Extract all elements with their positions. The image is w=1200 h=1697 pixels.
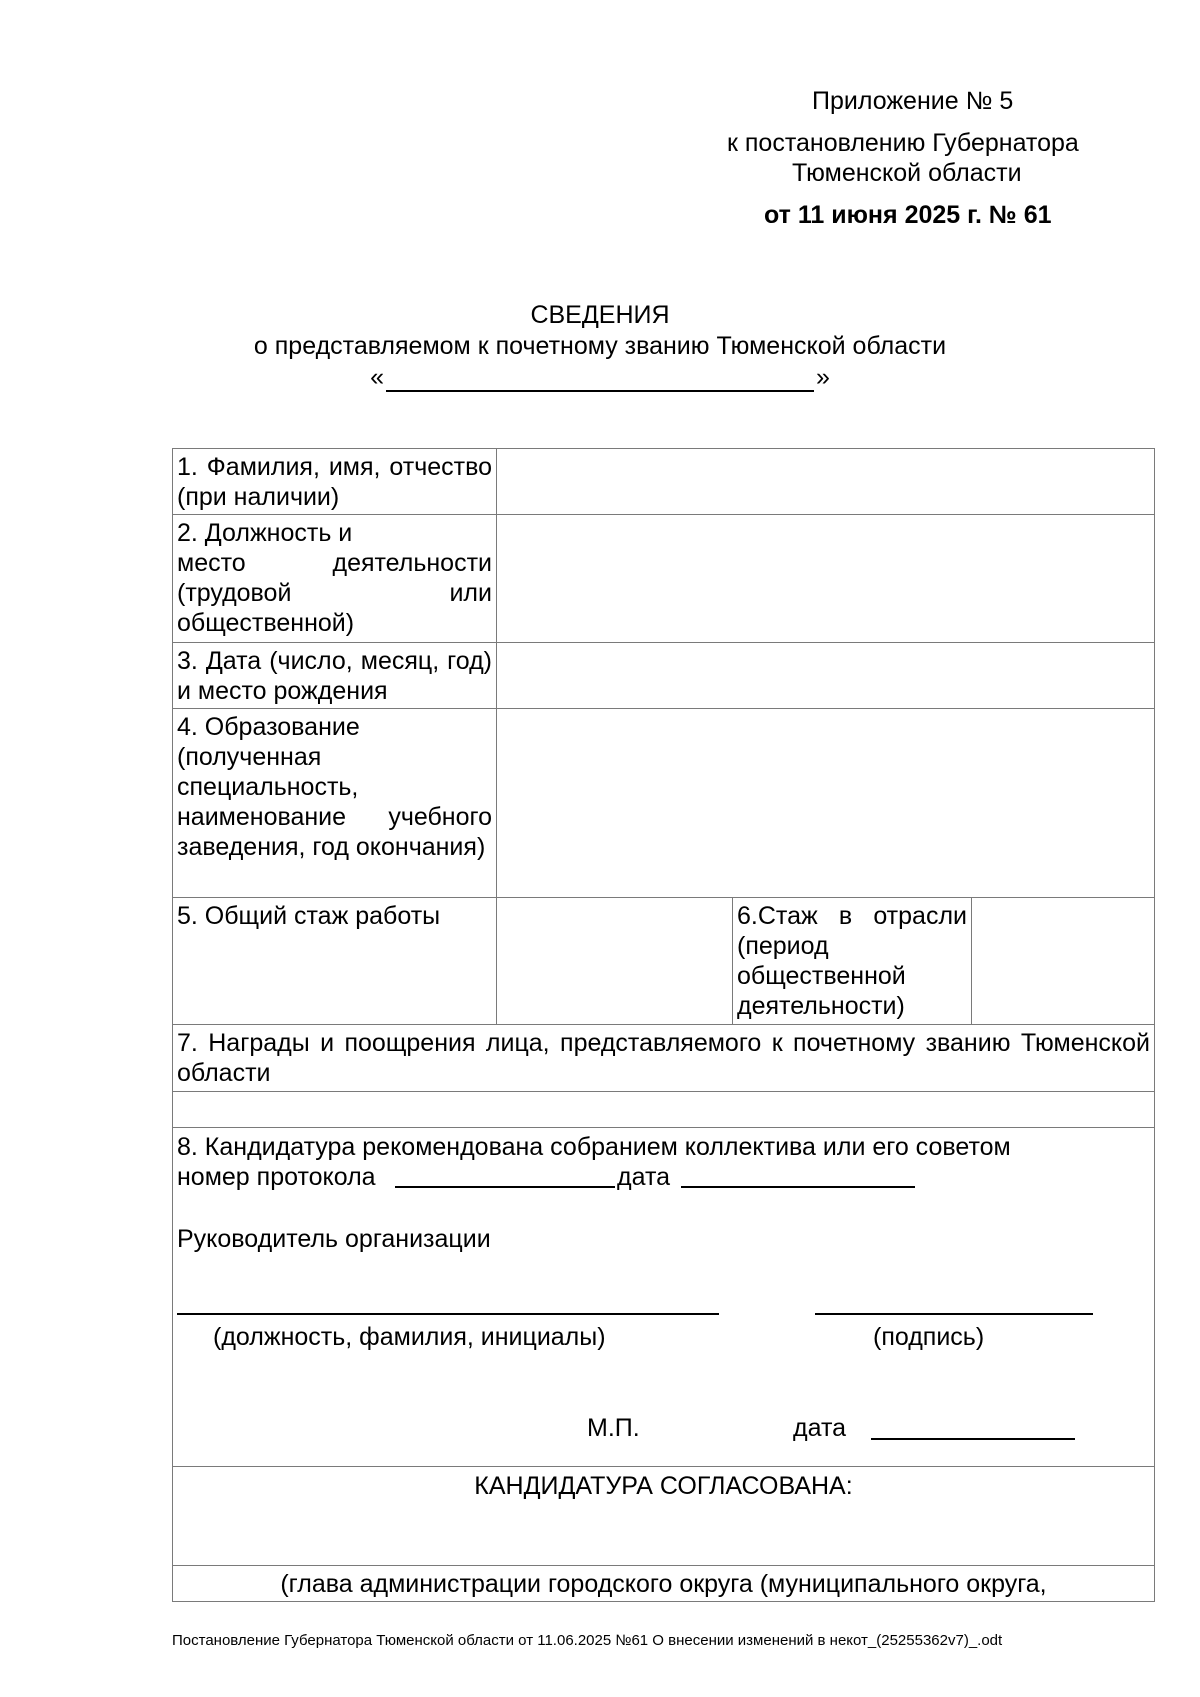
table-row bbox=[173, 898, 1155, 1025]
information-form-table bbox=[172, 448, 1155, 1602]
table-row bbox=[173, 1128, 1155, 1467]
industry-experience-field[interactable] bbox=[972, 898, 1155, 1025]
table-row bbox=[173, 1092, 1155, 1128]
head-administration-label: (глава администрации городского округа (муниципального округа, bbox=[173, 1566, 1155, 1602]
awards-field[interactable] bbox=[173, 1092, 1155, 1128]
education-label-rest: (полученная специальность, наименование учебного заведения, год окончания) bbox=[177, 743, 492, 861]
table-row bbox=[173, 1025, 1155, 1092]
table-row bbox=[173, 449, 1155, 515]
position-name-caption: (должность, фамилия, инициалы) bbox=[213, 1323, 606, 1351]
head-position-name-line[interactable] bbox=[177, 1313, 719, 1315]
awards-label: 7. Награды и поощрения лица, представляемого к почетному званию Тюменской области bbox=[173, 1025, 1155, 1092]
total-experience-label: 5. Общий стаж работы bbox=[173, 898, 497, 1025]
stamp-label: М.П. bbox=[587, 1414, 640, 1442]
recommendation-statement: 8. Кандидатура рекомендована собранием коллектива или его советом bbox=[177, 1133, 1011, 1161]
full-name-field[interactable] bbox=[497, 449, 1155, 515]
table-row bbox=[173, 643, 1155, 709]
protocol-date-line[interactable] bbox=[681, 1186, 915, 1188]
table-row bbox=[173, 515, 1155, 643]
protocol-number-label: номер протокола bbox=[177, 1163, 376, 1191]
education-field[interactable] bbox=[497, 709, 1155, 898]
quote-close: » bbox=[816, 363, 830, 391]
industry-experience-label: 6.Стаж в отрасли (период общественной деятельности) bbox=[733, 898, 972, 1025]
resolution-reference-line2: Тюменской области bbox=[792, 159, 1022, 187]
birth-date-place-field[interactable] bbox=[497, 643, 1155, 709]
full-name-label: 1. Фамилия, имя, отчество (при наличии) bbox=[173, 449, 497, 515]
document-footer: Постановление Губернатора Тюменской области от 11.06.2025 №61 О внесении изменений в некот_(25255362v7)_.odt bbox=[172, 1632, 1003, 1649]
education-label bbox=[173, 709, 497, 898]
quote-open: « bbox=[370, 363, 384, 391]
honorary-title-input-line[interactable] bbox=[386, 364, 814, 392]
signature-date-line[interactable] bbox=[871, 1438, 1075, 1440]
candidacy-agreed-label: КАНДИДАТУРА СОГЛАСОВАНА: bbox=[173, 1467, 1155, 1566]
document-subtitle: о представляемом к почетному званию Тюменской области bbox=[253, 332, 947, 360]
position-label-line1: 2. Должность и bbox=[177, 519, 353, 547]
appendix-number: Приложение № 5 bbox=[812, 87, 1014, 115]
protocol-number-line[interactable] bbox=[395, 1186, 615, 1188]
table-row bbox=[173, 709, 1155, 898]
birth-date-place-label: 3. Дата (число, месяц, год) и место рождения bbox=[173, 643, 497, 709]
document-title: СВЕДЕНИЯ bbox=[530, 301, 670, 329]
resolution-reference-line1: к постановлению Губернатора bbox=[727, 129, 1079, 157]
signature-date-label: дата bbox=[793, 1414, 847, 1442]
education-label-line1: 4. Образование bbox=[177, 713, 360, 741]
protocol-date-label: дата bbox=[617, 1163, 671, 1191]
position-label bbox=[173, 515, 497, 643]
resolution-date-number: от 11 июня 2025 г. № 61 bbox=[764, 201, 1052, 229]
head-signature-line[interactable] bbox=[815, 1313, 1093, 1315]
signature-caption: (подпись) bbox=[873, 1323, 985, 1351]
total-experience-field[interactable] bbox=[497, 898, 733, 1025]
position-field[interactable] bbox=[497, 515, 1155, 643]
recommendation-section bbox=[173, 1128, 1155, 1467]
table-row bbox=[173, 1467, 1155, 1566]
table-row bbox=[173, 1566, 1155, 1602]
organization-head-label: Руководитель организации bbox=[177, 1225, 491, 1253]
position-label-rest: место деятельности (трудовой или общественной) bbox=[177, 549, 492, 637]
honorary-title-blank bbox=[0, 362, 1200, 392]
